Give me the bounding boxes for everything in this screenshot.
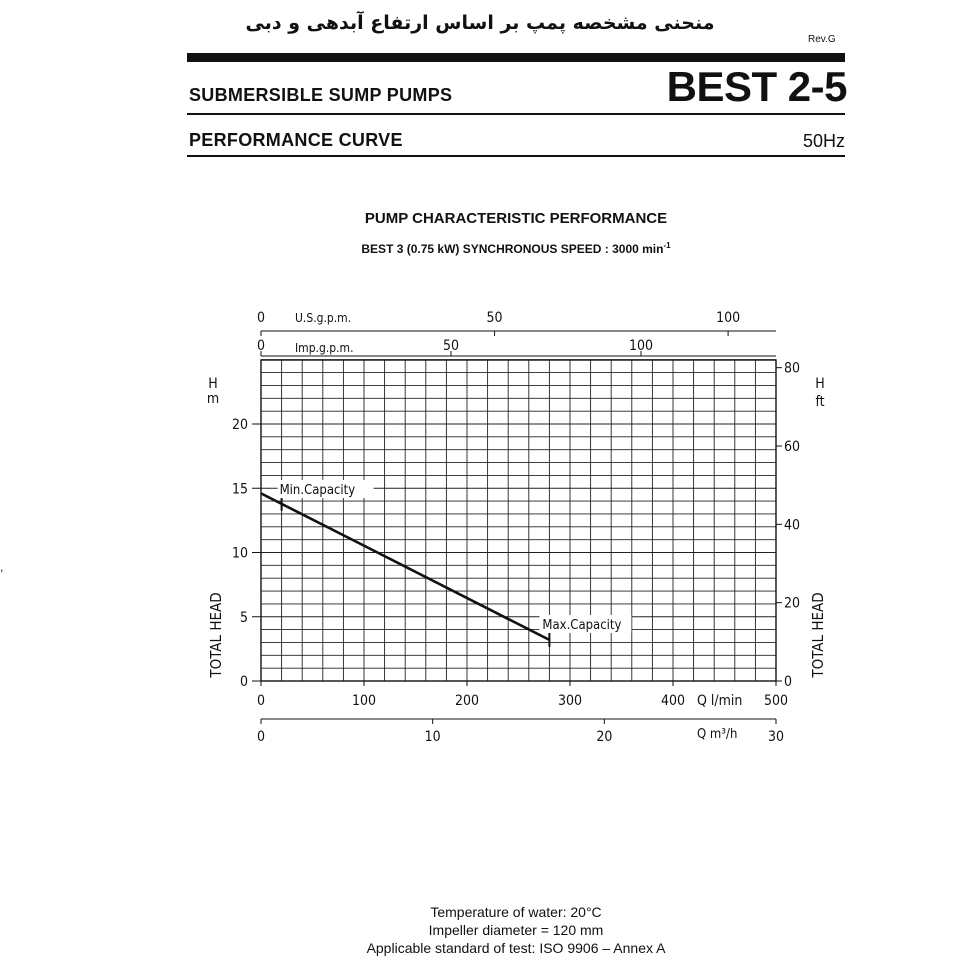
max-capacity-label: Max.Capacity (542, 618, 622, 633)
y-right-tick-label: 0 (784, 674, 793, 690)
footnote-temperature: Temperature of water: 20°C (430, 904, 602, 920)
y-left-tick-label: 20 (231, 417, 248, 433)
min-capacity-label: Min.Capacity (279, 483, 356, 498)
m3h-tick-label: 30 (767, 729, 785, 745)
y-left-title: TOTAL HEAD (207, 592, 225, 678)
y-right-title: TOTAL HEAD (809, 592, 827, 678)
y-right-unit-h: H (815, 376, 825, 392)
chart-axes (252, 331, 782, 724)
chart-subtitle-text: BEST 3 (0.75 kW) SYNCHRONOUS SPEED : 3000 min (361, 242, 664, 256)
y-left-tick-label: 15 (231, 481, 248, 498)
usgpm-tick-label: 100 (716, 310, 741, 326)
x-tick-label: 200 (454, 693, 480, 709)
y-right-unit-ft: ft (815, 394, 825, 410)
m3h-tick-label: 20 (596, 729, 613, 745)
frequency-label: 50Hz (802, 131, 845, 151)
document-type: PERFORMANCE CURVE (189, 130, 403, 150)
stray-mark: , (0, 560, 4, 574)
x-axis-label: Q l/min (697, 693, 743, 709)
footnote-impeller: Impeller diameter = 120 mm (428, 922, 604, 938)
x-tick-label: 100 (351, 693, 377, 709)
product-line-title: SUBMERSIBLE SUMP PUMPS (189, 85, 453, 105)
y-right-tick-label: 20 (784, 595, 801, 612)
chart-title: PUMP CHARACTERISTIC PERFORMANCE (364, 210, 668, 227)
y-left-tick-label: 10 (231, 545, 248, 562)
x-tick-label: 500 (763, 693, 789, 709)
m3h-tick-label: 10 (424, 729, 441, 745)
chart-grid (261, 360, 776, 681)
x-tick-label: 300 (557, 693, 583, 709)
y-left-tick-label: 5 (239, 609, 248, 626)
usgpm-tick-label: 0 (256, 310, 266, 326)
plot-frame (261, 360, 776, 681)
x-tick-label: 0 (256, 693, 266, 709)
y-left-tick-label: 0 (239, 674, 248, 690)
persian-title: منحنی مشخصه پمپ بر اساس ارتفاع آبدهی و دبی (245, 12, 715, 34)
y-right-tick-label: 60 (784, 438, 801, 455)
x-tick-label: 400 (660, 693, 686, 709)
model-name: BEST 2-5 (666, 63, 847, 110)
y-right-tick-label: 80 (784, 360, 801, 377)
chart-subtitle-sup: -1 (663, 241, 671, 250)
usgpm-tick-label: 50 (486, 310, 503, 326)
impgpm-tick-label: 100 (628, 338, 654, 354)
y-right-tick-label: 40 (784, 517, 801, 534)
impgpm-tick-label: 50 (442, 338, 460, 354)
m3h-tick-label: 0 (256, 729, 266, 745)
chart-labels (207, 310, 827, 745)
usgpm-axis-label: U.S.g.p.m. (295, 311, 352, 325)
impgpm-tick-label: 0 (256, 338, 266, 354)
y-left-unit-m: m (206, 391, 220, 407)
revision-label: Rev.G (808, 34, 836, 45)
footnote-standard: Applicable standard of test: ISO 9906 – Annex A (366, 940, 666, 956)
y-left-unit-h: H (208, 376, 218, 392)
m3h-axis-label: Q m³/h (697, 727, 738, 742)
impgpm-axis-label: Imp.g.p.m. (295, 341, 354, 355)
